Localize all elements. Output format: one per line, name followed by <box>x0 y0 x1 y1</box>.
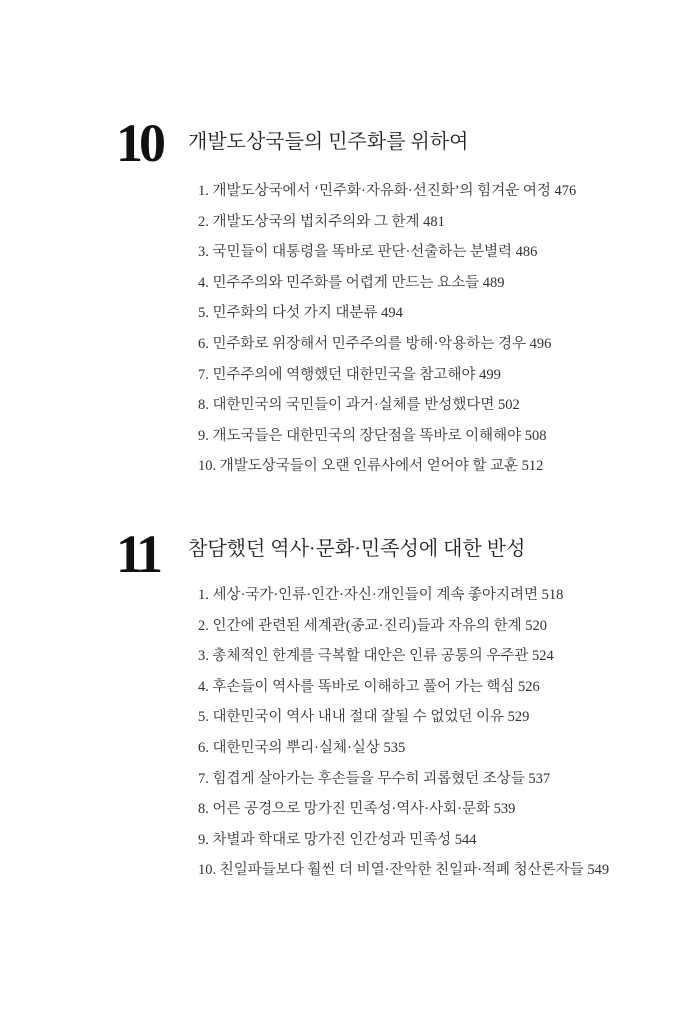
toc-item: 1. 개발도상국에서 ‘민주화·자유화·선진화’의 힘겨운 여정 476 <box>198 183 577 199</box>
toc-list <box>198 181 576 487</box>
toc-item: 4. 후손들이 역사를 똑바로 이해하고 풀어 가는 핵심 526 <box>198 678 540 695</box>
toc-list <box>198 585 609 891</box>
toc-item: 3. 국민들이 대통령을 똑바로 판단·선출하는 분별력 486 <box>198 244 538 261</box>
toc-item: 9. 개도국들은 대한민국의 장단점을 똑바로 이해해야 508 <box>198 427 547 444</box>
toc-item: 1. 세상·국가·인류·인간·자신·개인들이 계속 좋아지려면 518 <box>198 587 564 603</box>
toc-item: 2. 인간에 관련된 세계관(종교·진리)들과 자유의 한계 520 <box>198 617 547 634</box>
chapter-number: 10 <box>116 113 162 173</box>
toc-item: 10. 친일파들보다 훨씬 더 비열·잔악한 친일파·적폐 청산론자들 549 <box>198 862 610 879</box>
toc-item: 3. 총체적인 한계를 극복할 대안은 인류 공통의 우주관 524 <box>198 648 554 665</box>
toc-item: 8. 대한민국의 국민들이 과거·실체를 반성했다면 502 <box>198 397 520 414</box>
toc-item: 2. 개발도상국의 법치주의와 그 한계 481 <box>198 213 445 230</box>
toc-item: 6. 대한민국의 뿌리·실체·실상 535 <box>198 739 406 756</box>
toc-item: 6. 민주화로 위장해서 민주주의를 방해·악용하는 경우 496 <box>198 335 552 352</box>
toc-item: 7. 힘겹게 살아가는 후손들을 무수히 괴롭혔던 조상들 537 <box>198 770 551 787</box>
chapter-title: 참담했던 역사·문화·민족성에 대한 반성 <box>188 538 526 560</box>
chapter-number: 11 <box>116 524 160 584</box>
toc-item: 4. 민주주의와 민주화를 어렵게 만드는 요소들 489 <box>198 274 505 291</box>
toc-item: 5. 대한민국이 역사 내내 절대 잘될 수 없었던 이유 529 <box>198 709 530 726</box>
toc-item: 9. 차별과 학대로 망가진 인간성과 민족성 544 <box>198 831 477 848</box>
chapter-title: 개발도상국들의 민주화를 위하여 <box>188 131 469 153</box>
toc-item: 10. 개발도상국들이 오랜 인류사에서 얻어야 할 교훈 512 <box>198 458 544 475</box>
toc-item: 8. 어른 공경으로 망가진 민족성·역사·사회·문화 539 <box>198 801 516 818</box>
toc-item: 5. 민주화의 다섯 가지 대분류 494 <box>198 305 403 322</box>
toc-item: 7. 민주주의에 역행했던 대한민국을 참고해야 499 <box>198 366 501 383</box>
